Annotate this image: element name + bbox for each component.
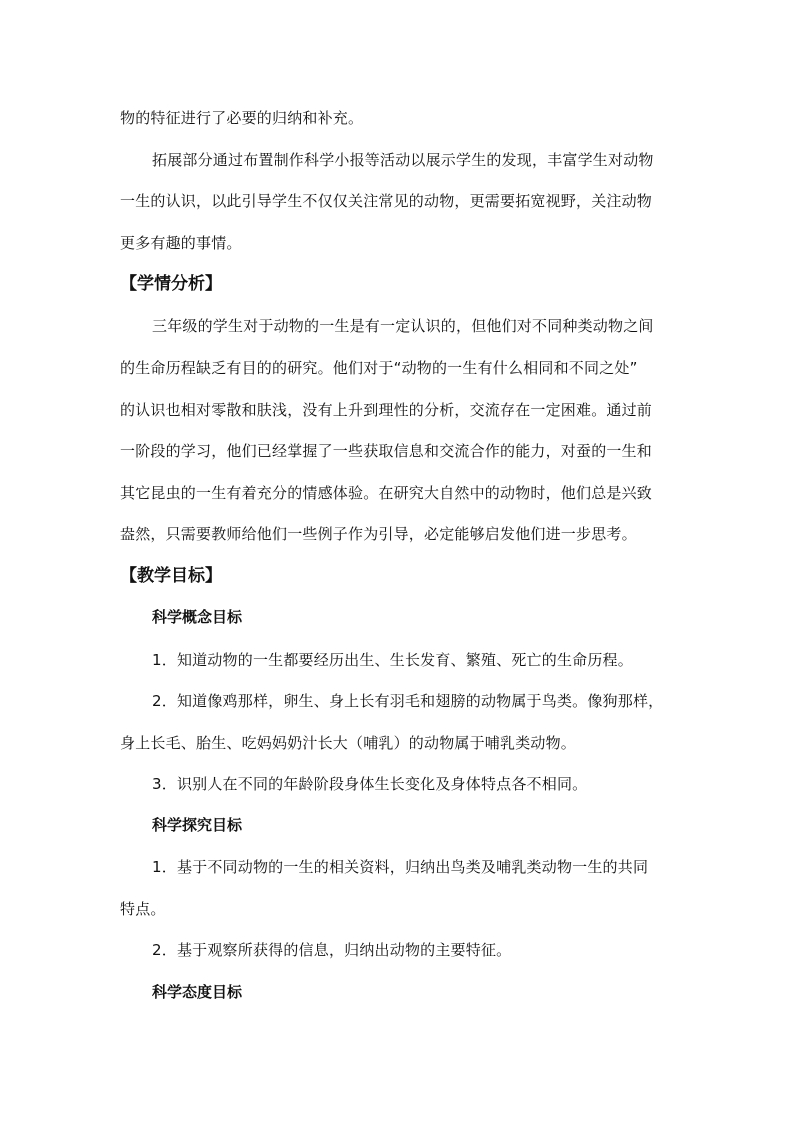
paragraph-line: 的认识也相对零散和肤浅，没有上升到理性的分析，交流存在一定困难。通过前 <box>120 401 653 419</box>
paragraph-line: 三年级的学生对于动物的一生是有一定认识的，但他们对不同种类动物之间 <box>152 317 654 335</box>
paragraph-line: 一生的认识，以此引导学生不仅仅关注常见的动物，更需要拓宽视野，关注动物 <box>120 192 653 210</box>
paragraph-line: 盎然，只需要教师给他们一些例子作为引导，必定能够启发他们进一步思考。 <box>120 525 637 543</box>
section-heading-goals: 【教学目标】 <box>120 566 222 586</box>
paragraph-line: 拓展部分通过布置制作科学小报等活动以展示学生的发现，丰富学生对动物 <box>152 151 654 169</box>
paragraph-line: 更多有趣的事情。 <box>120 234 242 252</box>
subheading-attitude: 科学态度目标 <box>152 983 243 1001</box>
goal-item: 1．知道动物的一生都要经历出生、生长发育、繁殖、死亡的生命历程。 <box>152 651 633 669</box>
goal-item-continuation: 特点。 <box>120 900 166 918</box>
goal-item-continuation: 身上长毛、胎生、吃妈妈奶汁长大（哺乳）的动物属于哺乳类动物。 <box>120 734 577 752</box>
subheading-concept: 科学概念目标 <box>152 608 243 626</box>
goal-item: 3．识别人在不同的年龄阶段身体生长变化及身体特点各不相同。 <box>152 775 588 793</box>
subheading-inquiry: 科学探究目标 <box>152 816 243 834</box>
paragraph-line: 物的特征进行了必要的归纳和补充。 <box>120 109 364 127</box>
goal-item: 1．基于不同动物的一生的相关资料，归纳出鸟类及哺乳类动物一生的共同 <box>152 858 649 876</box>
section-heading-analysis: 【学情分析】 <box>120 274 222 294</box>
paragraph-line: 的生命历程缺乏有目的的研究。他们对于“动物的一生有什么相同和不同之处” <box>120 359 638 377</box>
paragraph-line: 一阶段的学习，他们已经掌握了一些获取信息和交流合作的能力，对蚕的一生和 <box>120 442 653 460</box>
goal-item: 2．知道像鸡那样，卵生、身上长有羽毛和翅膀的动物属于鸟类。像狗那样， <box>152 692 664 710</box>
goal-item: 2．基于观察所获得的信息，归纳出动物的主要特征。 <box>152 941 512 959</box>
paragraph-line: 其它昆虫的一生有着充分的情感体验。在研究大自然中的动物时，他们总是兴致 <box>120 484 653 502</box>
